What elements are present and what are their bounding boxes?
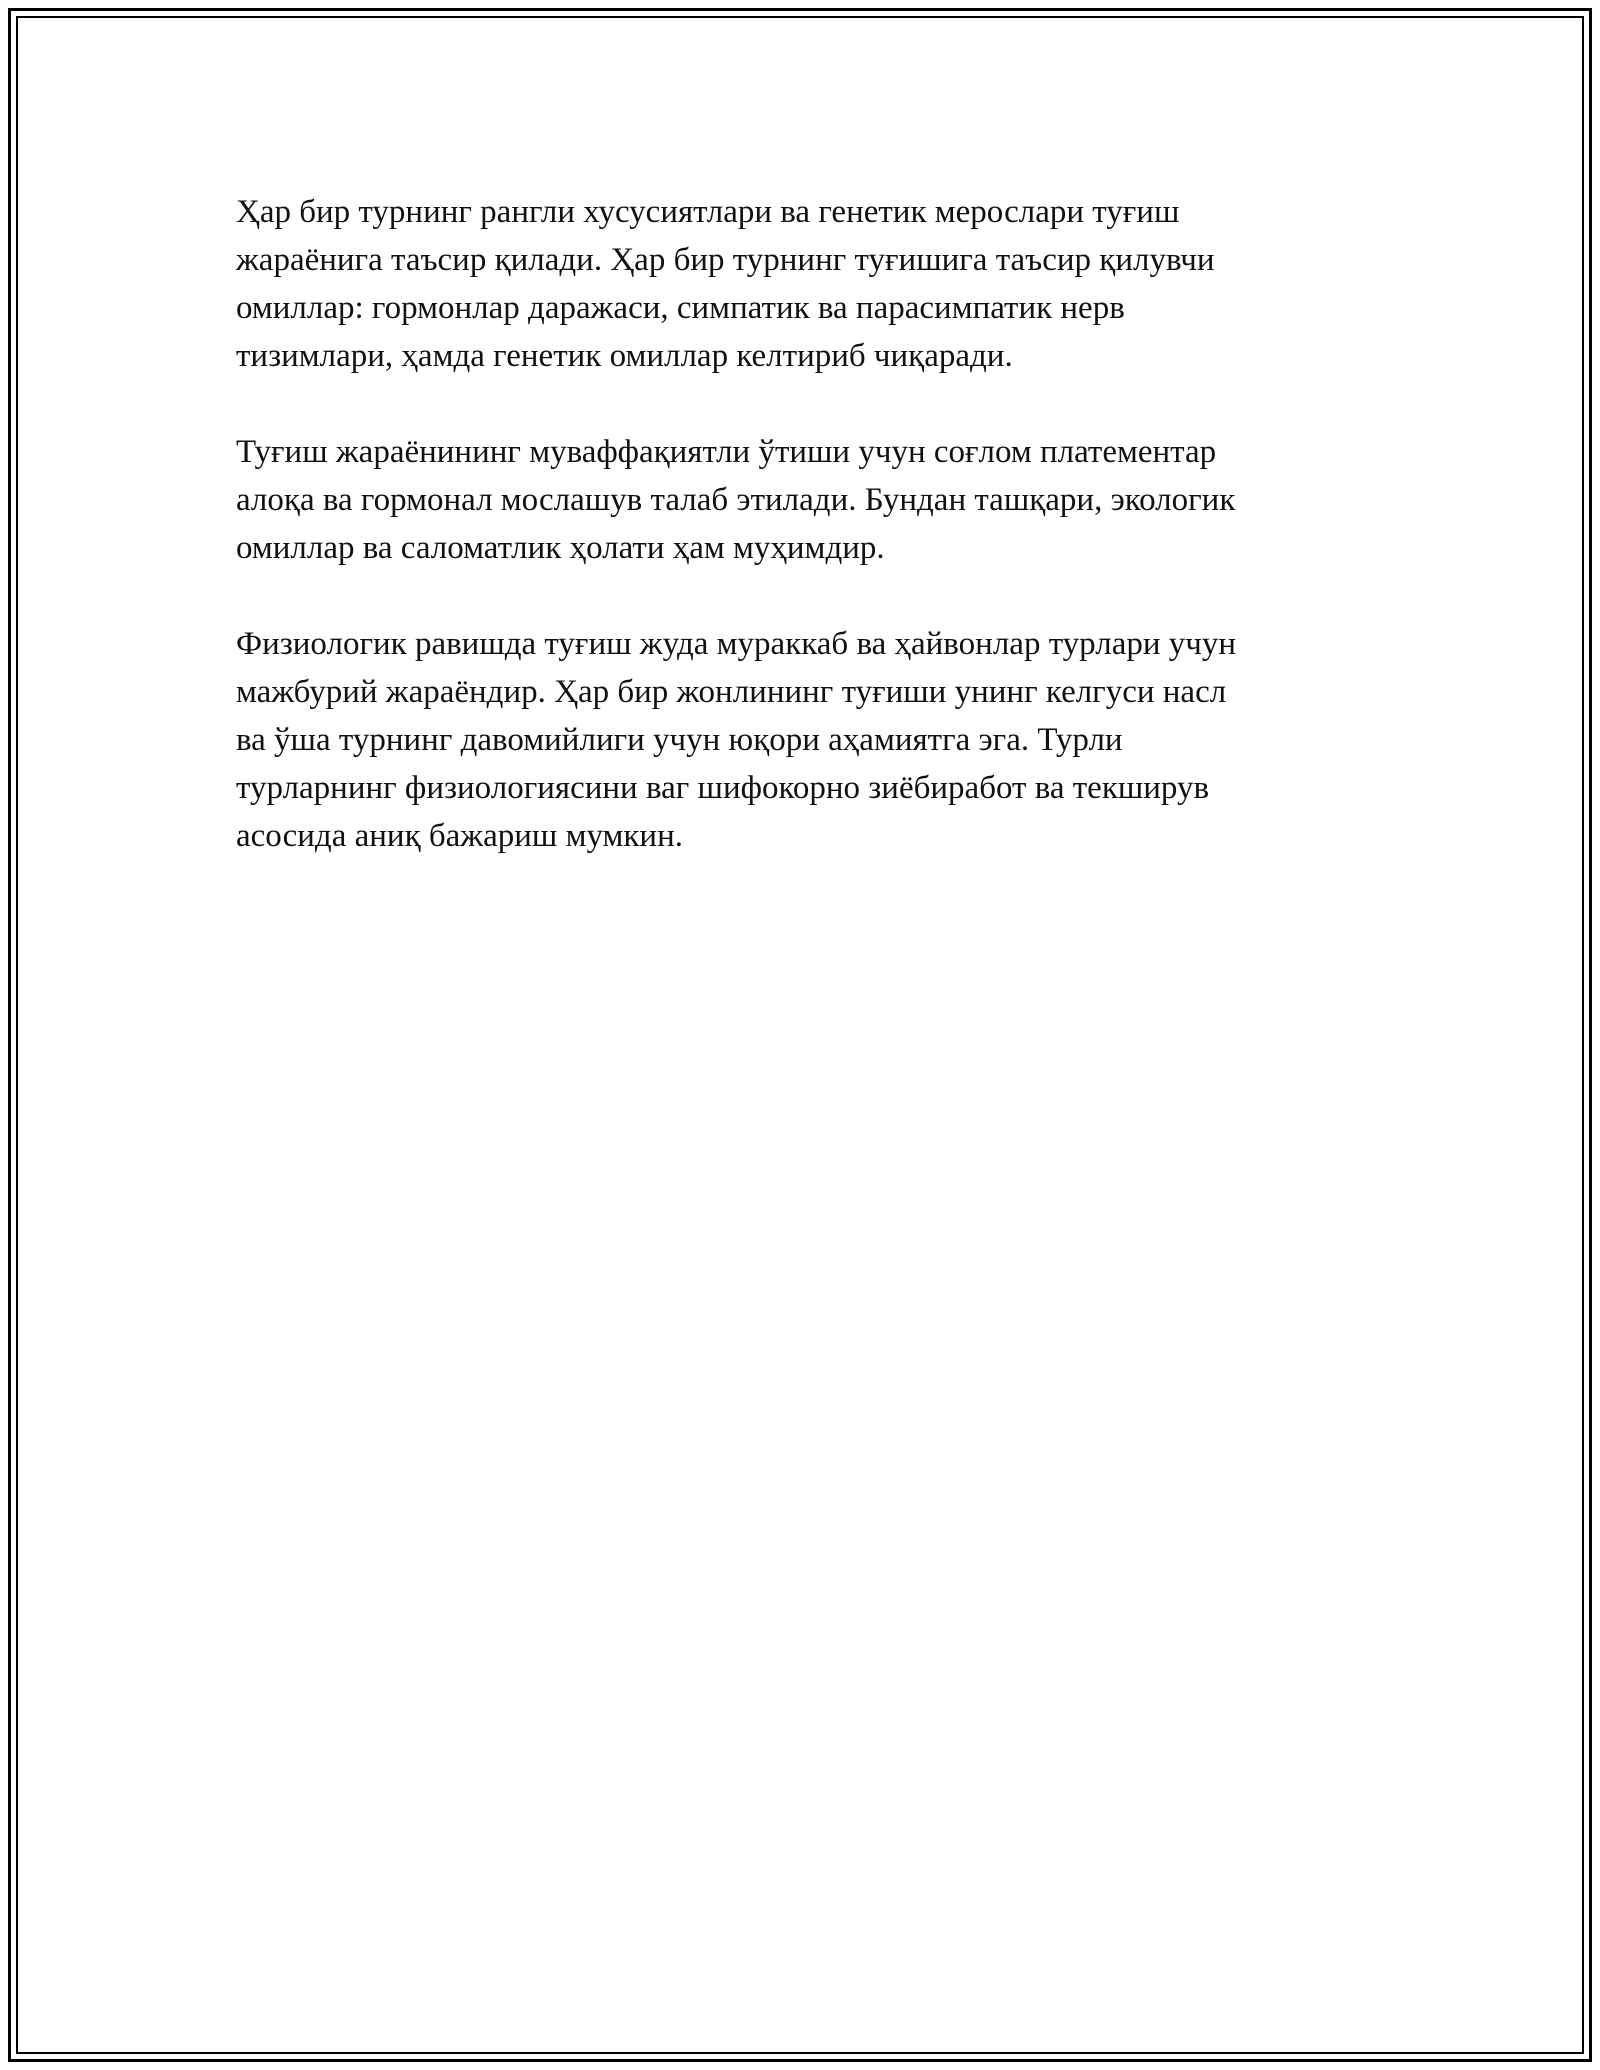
document-body [236,188,1366,908]
paragraph-2: Туғиш жараёнининг муваффақиятли ўтиши учун соғлом платементар алоқа ва гормонал мослашув талаб этилади. Бундан ташқари, экологик омиллар ва саломатлик ҳолати ҳам муҳимдир. [236,434,1236,566]
paragraph-3: Физиологик равишда туғиш жуда мураккаб ва ҳайвонлар турлари учун мажбурий жараёндир. Ҳар бир жонлининг туғиши унинг келгуси насл ва ўша турнинг давомийлиги учун юқори аҳамиятга эга. Турли турларнинг физиологиясини ваг шифокорно зиёбиработ ва текширув асосида аниқ бажариш мумкин. [236,626,1237,854]
paragraph-1: Ҳар бир турнинг рангли хусусиятлари ва генетик мерослари туғиш жараёнига таъсир қилади. Ҳар бир турнинг туғишига таъсир қилувчи омиллар: гормонлар даражаси, симпатик ва парасимпатик нерв тизимлари, ҳамда генетик омиллар келтириб чиқаради. [236,194,1215,374]
